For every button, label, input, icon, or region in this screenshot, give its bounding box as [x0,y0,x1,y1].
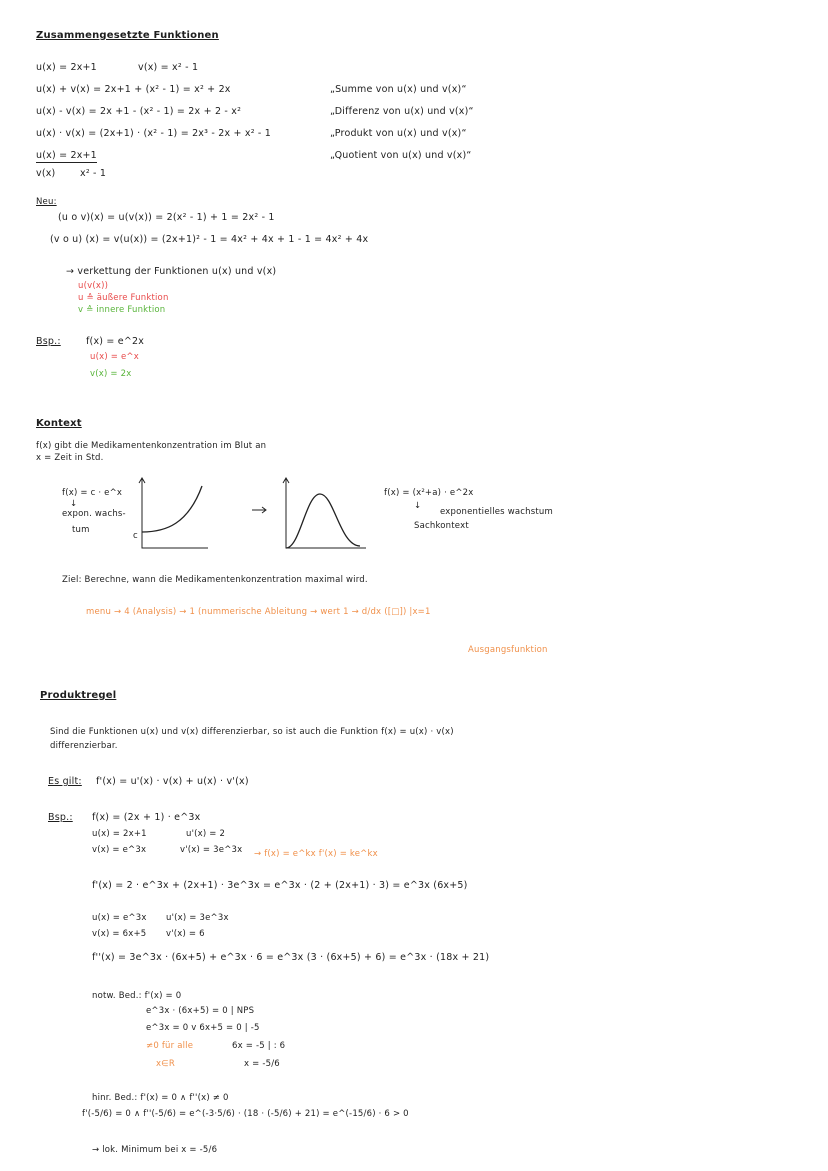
op-quot-num: u(x) = 2x+1 [36,150,97,161]
produkt-hinr: hinr. Bed.: f'(x) = 0 ∧ f''(x) ≠ 0 [92,1093,229,1103]
op-diff-note: „Differenz von u(x) und v(x)“ [330,106,474,117]
produkt-esgilt: f'(x) = u'(x) · v(x) + u(x) · v'(x) [96,776,249,787]
kontext-fcex: f(x) = c · e^x [62,488,123,498]
page-title: Zusammengesetzte Funktionen [36,30,219,41]
kontext-ausgang: Ausgangsfunktion [468,645,548,655]
produkt-n2: e^3x = 0 v 6x+5 = 0 | -5 [146,1023,260,1033]
produkt-hinr2: f'(-5/6) = 0 ∧ f''(-5/6) = e^(-3·5/6) · (18 · (-5/6) + 21) = e^(-15/6) · 6 > 0 [82,1109,409,1119]
neu-verkettung: → verkettung der Funktionen u(x) und v(x) [66,266,277,277]
op-diff: u(x) - v(x) = 2x +1 - (x² - 1) = 2x + 2 - x² [36,106,242,117]
neu-vou: (v o u) (x) = v(u(x)) = (2x+1)² - 1 = 4x² + 4x + 1 - 1 = 4x² + 4x [50,234,369,245]
op-prod-note: „Produkt von u(x) und v(x)“ [330,128,467,139]
kontext-right-arrow: ↓ [414,501,422,511]
produkt-n3b: 6x = -5 | : 6 [232,1041,286,1051]
produkt-esgilt-label: Es gilt: [48,776,82,787]
neu-uvx: u(v(x)) [78,281,109,291]
produkt-side: → f(x) = e^kx f'(x) = ke^kx [254,849,378,859]
bsp1-u: u(x) = e^x [90,352,139,362]
produkt-v2p: v'(x) = 6 [166,929,205,939]
produkt-fprime: f'(x) = 2 · e^3x + (2x+1) · 3e^3x = e^3x · (2 + (2x+1) · 3) = e^3x (6x+5) [92,880,468,891]
kontext-l2: x = Zeit in Std. [36,453,104,463]
produkt-title: Produktregel [40,690,117,701]
op-sum: u(x) + v(x) = 2x+1 + (x² - 1) = x² + 2x [36,84,231,95]
bsp1-v: v(x) = 2x [90,369,132,379]
def-v: v(x) = x² - 1 [138,62,199,73]
produkt-up: u'(x) = 2 [186,829,226,839]
kontext-arrow-down: ↓ [70,499,78,509]
produkt-notw: notw. Bed.: f'(x) = 0 [92,991,182,1001]
kontext-sach: Sachkontext [414,521,469,531]
bsp1-f: f(x) = e^2x [86,336,145,347]
produkt-bsp-label: Bsp.: [48,812,73,823]
def-u: u(x) = 2x+1 [36,62,97,73]
produkt-n1: e^3x · (6x+5) = 0 | NPS [146,1006,255,1016]
produkt-v: v(x) = e^3x [92,845,147,855]
produkt-f: f(x) = (2x + 1) · e^3x [92,812,201,823]
produkt-u2: u(x) = e^3x [92,913,147,923]
kontext-tum: tum [72,525,90,535]
produkt-fpp: f''(x) = 3e^3x · (6x+5) + e^3x · 6 = e^3x (3 · (6x+5) + 6) = e^3x · (18x + 21) [92,952,490,963]
neu-label: Neu: [36,197,57,207]
kontext-l1: f(x) gibt die Medikamentenkonzentration im Blut an [36,441,267,451]
neu-outer: u ≙ äußere Funktion [78,293,169,303]
kontext-right-exp: exponentielles wachstum [440,507,553,517]
kontext-expon: expon. wachs- [62,509,126,519]
produkt-n4a: x∈R [156,1059,175,1069]
op-sum-note: „Summe von u(x) und v(x)“ [330,84,467,95]
op-quot-note: „Quotient von u(x) und v(x)“ [330,150,472,161]
produkt-u: u(x) = 2x+1 [92,829,147,839]
op-quot-den-left: v(x) [36,168,56,179]
produkt-n4b: x = -5/6 [244,1059,280,1069]
max-graph [280,474,370,554]
op-quot-den-right: x² - 1 [80,168,107,179]
kontext-c-label: c [133,531,138,541]
kontext-ziel: Ziel: Berechne, wann die Medikamentenkonzentration maximal wird. [62,575,368,585]
produkt-l1: Sind die Funktionen u(x) und v(x) differenzierbar, so ist auch die Funktion f(x) = u(x) · v(x) [50,727,454,737]
produkt-tief: → lok. Minimum bei x = -5/6 [92,1145,218,1155]
neu-uov: (u o v)(x) = u(v(x)) = 2(x² - 1) + 1 = 2x² - 1 [58,212,275,223]
op-prod: u(x) · v(x) = (2x+1) · (x² - 1) = 2x³ - 2x + x² - 1 [36,128,272,139]
bsp1-label: Bsp.: [36,336,61,347]
produkt-u2p: u'(x) = 3e^3x [166,913,229,923]
neu-inner: v ≙ innere Funktion [78,305,166,315]
produkt-vp: v'(x) = 3e^3x [180,845,243,855]
arrow-right-icon [250,505,270,515]
exp-graph [136,474,212,554]
kontext-right-f: f(x) = (x²+a) · e^2x [384,488,474,498]
produkt-l2: differenzierbar. [50,741,118,751]
produkt-v2: v(x) = 6x+5 [92,929,147,939]
kontext-title: Kontext [36,418,82,429]
produkt-n3a: ≠0 für alle [146,1041,194,1051]
kontext-menu: menu → 4 (Analysis) → 1 (nummerische Ableitung → wert 1 → d/dx ([□]) |x=1 [86,607,431,617]
